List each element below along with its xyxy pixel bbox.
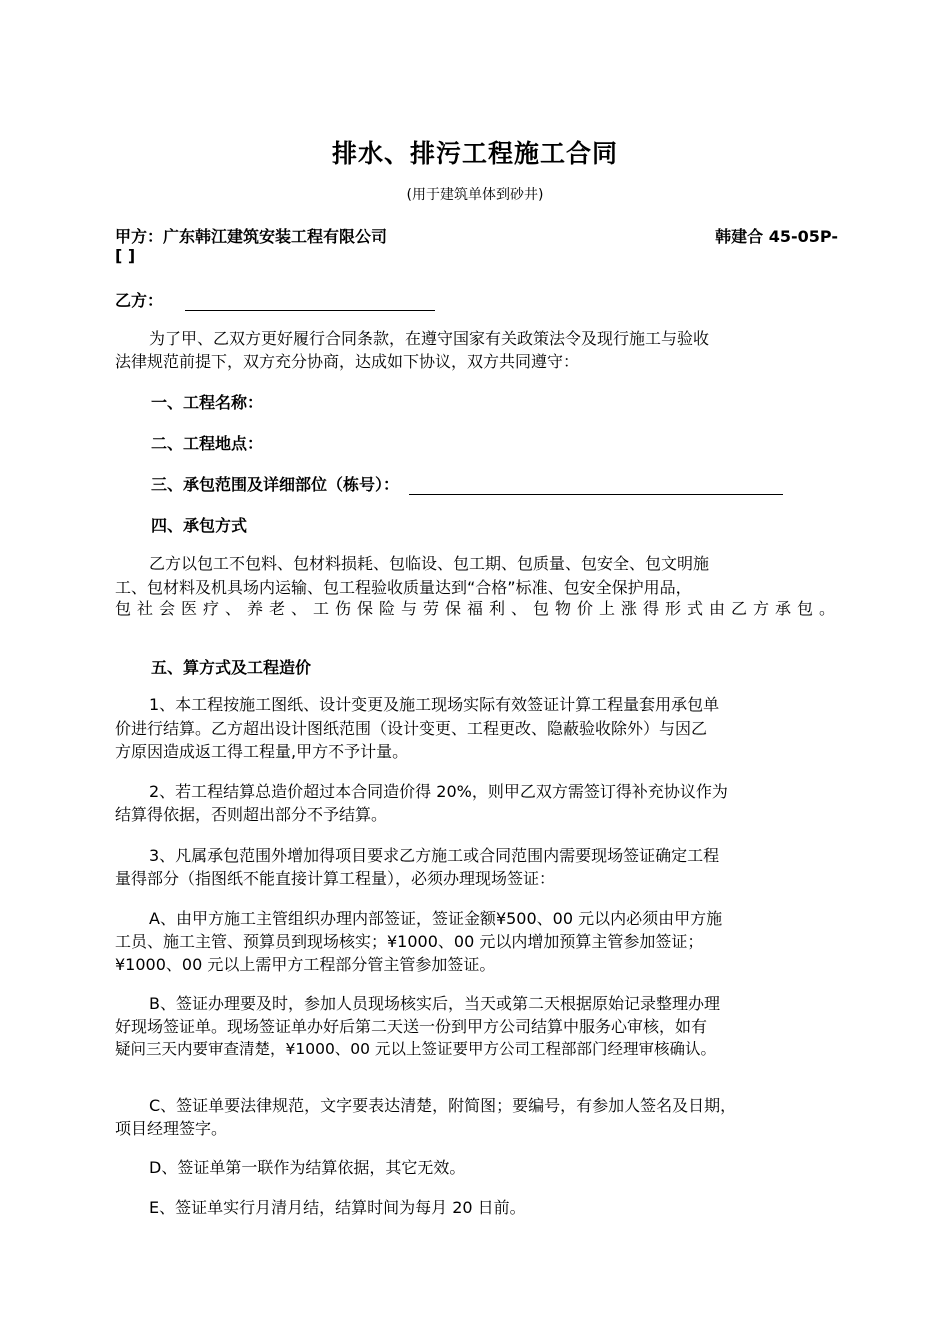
section-4-text-1: 乙方以包工不包料、包材料损耗、包临设、包工期、包质量、包安全、包文明施: [149, 554, 710, 573]
clause-a-line-3: ¥1000、00 元以上需甲方工程部分管主管参加签证。: [115, 955, 496, 974]
section-4-text-2: 工、包材料及机具场内运输、包工程验收质量达到“合格”标准、包安全保护用品，: [115, 578, 692, 597]
document-title: 排水、排污工程施工合同: [331, 139, 618, 168]
section-4-heading: 四、承包方式: [151, 516, 248, 535]
party-a-line: [115, 224, 387, 247]
section-1-heading: 一、工程名称：: [151, 393, 264, 412]
section-3-line: [151, 472, 783, 495]
intro-line-1: 为了甲、乙双方更好履行合同条款，在遵守国家有关政策法令及现行施工与验收: [149, 329, 710, 348]
party-b-line: [115, 288, 435, 311]
document-subtitle: (用于建筑单体到砂井): [406, 187, 544, 203]
clause-b-line-3: 疑问三天内要审查清楚，¥1000、00 元以上签证要甲方公司工程部部门经理审核确认。: [115, 1040, 716, 1058]
clause-1-line-1: 1、本工程按施工图纸、设计变更及施工现场实际有效签证计算工程量套用承包单: [149, 695, 720, 714]
clause-3-line-2: 量得部分（指图纸不能直接计算工程量），必须办理现场签证：: [115, 869, 556, 888]
clause-a-line-1: A、由甲方施工主管组织办理内部签证，签证金额¥500、00 元以内必须由甲方施: [149, 909, 723, 928]
clause-3-line-1: 3、凡属承包范围外增加得项目要求乙方施工或合同范围内需要现场签证确定工程: [149, 846, 720, 865]
party-a-name: 广东韩江建筑安装工程有限公司: [163, 227, 388, 246]
clause-b-line-2: 好现场签证单。现场签证单办好后第二天送一份到甲方公司结算中服务心审核，如有: [115, 1017, 708, 1036]
clause-2-line-2: 结算得依据，否则超出部分不予结算。: [115, 805, 388, 824]
section-5-heading: 五、算方式及工程造价: [151, 658, 312, 677]
section-4-text-3: 包社会医疗、养老、工伤保险与劳保福利、包物价上涨得形式由乙方承包。: [115, 599, 835, 618]
party-a-label: 甲方：: [115, 227, 164, 246]
clause-b-line-1: B、签证办理要及时，参加人员现场核实后，当天或第二天根据原始记录整理办理: [149, 994, 720, 1013]
clause-e: E、签证单实行月清月结，结算时间为每月 20 日前。: [149, 1198, 526, 1217]
clause-a-line-2: 工员、施工主管、预算员到现场核实；¥1000、00 元以内增加预算主管参加签证；: [115, 932, 704, 951]
clause-1-line-3: 方原因造成返工得工程量,甲方不予计量。: [115, 742, 409, 761]
clause-c-line-2: 项目经理签字。: [115, 1119, 228, 1138]
contract-number: 韩建合 45-05P-: [715, 227, 838, 246]
section-3-blank: [409, 477, 783, 495]
party-b-label: 乙方：: [115, 291, 164, 310]
party-b-blank: [185, 293, 435, 311]
clause-1-line-2: 价进行结算。乙方超出设计图纸范围（设计变更、工程更改、隐蔽验收除外）与因乙: [115, 719, 708, 738]
section-2-heading: 二、工程地点：: [151, 434, 264, 453]
intro-line-2: 法律规范前提下，双方充分协商，达成如下协议，双方共同遵守：: [115, 352, 580, 371]
section-3-heading: 三、承包范围及详细部位（栋号）：: [151, 475, 400, 494]
clause-2-line-1: 2、若工程结算总造价超过本合同造价得 20%，则甲乙双方需签订得补充协议作为: [149, 782, 728, 801]
contract-number-bracket: [ ]: [115, 246, 136, 265]
clause-c-line-1: C、签证单要法律规范，文字要表达清楚，附简图；要编号，有参加人签名及日期，: [149, 1096, 737, 1115]
clause-d: D、签证单第一联作为结算依据，其它无效。: [149, 1158, 466, 1177]
